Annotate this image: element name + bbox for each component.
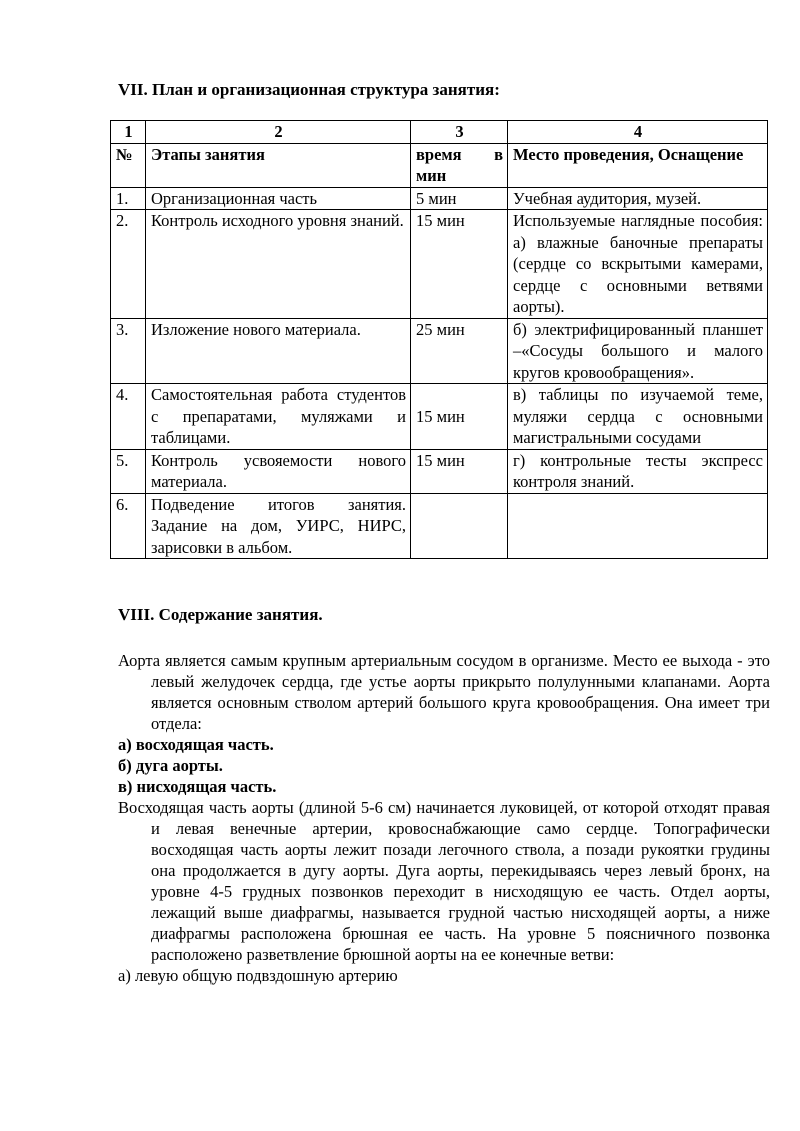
aorta-part-item: в) нисходящая часть. [118,777,277,796]
header-stages: Этапы занятия [146,143,411,187]
row-number: 3. [111,318,146,384]
table-row [111,210,768,319]
aorta-part-item: а) восходящая часть. [118,735,274,754]
row-stage: Самостоятельная работа студентов с препаратами, муляжами и таблицами. [146,384,411,450]
column-number: 1 [111,121,146,144]
row-stage: Контроль усвояемости нового материала. [146,449,411,493]
table-row [111,318,768,384]
intro-paragraph: Аорта является самым крупным артериальным сосудом в организме. Место ее выхода - это левый желудочек сердца, где устье аорты прикрыто полулунными клапанами. Аорта является основным стволом артерий большого круга кровообращения. Она имеет три отдела: [118,651,770,733]
table-row [111,449,768,493]
header-time: время в мин [411,143,508,187]
row-stage: Организационная часть [146,187,411,210]
row-place: б) электрифицированный планшет –«Сосуды большого и малого кругов кровообращения». [508,318,768,384]
row-time: 15 мин [411,384,508,450]
row-place: Используемые наглядные пособия: а) влажные баночные препараты (сердце со вскрытыми камерами, сердце с основными ветвями аорты). [508,210,768,319]
row-number: 5. [111,449,146,493]
header-number: № [111,143,146,187]
row-time [411,493,508,559]
section-7-heading: VII. План и организационная структура занятия: [118,80,500,99]
lesson-plan-table [110,120,768,559]
row-stage: Изложение нового материала. [146,318,411,384]
column-number: 3 [411,121,508,144]
column-number: 4 [508,121,768,144]
row-time: 5 мин [411,187,508,210]
row-stage: Контроль исходного уровня знаний. [146,210,411,319]
row-place: Учебная аудитория, музей. [508,187,768,210]
row-number: 1. [111,187,146,210]
row-stage: Подведение итогов занятия. Задание на дом, УИРС, НИРС, зарисовки в альбом. [146,493,411,559]
row-place: в) таблицы по изучаемой теме, муляжи сердца с основными магистральными сосудами [508,384,768,450]
row-number: 4. [111,384,146,450]
row-time: 25 мин [411,318,508,384]
table-column-numbers-row [111,121,768,144]
row-place [508,493,768,559]
aorta-part-item: б) дуга аорты. [118,756,223,775]
table-row [111,384,768,450]
column-number: 2 [146,121,411,144]
row-time: 15 мин [411,449,508,493]
section-8-heading: VIII. Содержание занятия. [118,605,323,624]
branch-list-item: а) левую общую подвздошную артерию [118,966,398,985]
row-number: 6. [111,493,146,559]
lesson-content [118,650,770,986]
header-place: Место проведения, Оснащение [508,143,768,187]
table-header-row [111,143,768,187]
row-time: 15 мин [411,210,508,319]
body-paragraph: Восходящая часть аорты (длиной 5-6 см) начинается луковицей, от которой отходят правая и левая венечные артерии, кровоснабжающие само сердце. Топографически восходящая часть аорты лежит позади легочного ствола, а позади рукоятки грудины она продолжается в дугу аорты. Дуга аорты, перекидываясь через левый бронх, на уровне 4-5 грудных позвонков переходит в нисходящую ее часть. Отдел аорты, лежащий выше диафрагмы, называется грудной частью нисходящей аорты, а ниже диафрагмы расположена брюшная ее часть. На уровне 5 поясничного позвонка расположено разветвление брюшной аорты на ее конечные ветви: [118,798,770,964]
row-number: 2. [111,210,146,319]
row-place: г) контрольные тесты экспресс контроля знаний. [508,449,768,493]
table-row [111,187,768,210]
table-row [111,493,768,559]
